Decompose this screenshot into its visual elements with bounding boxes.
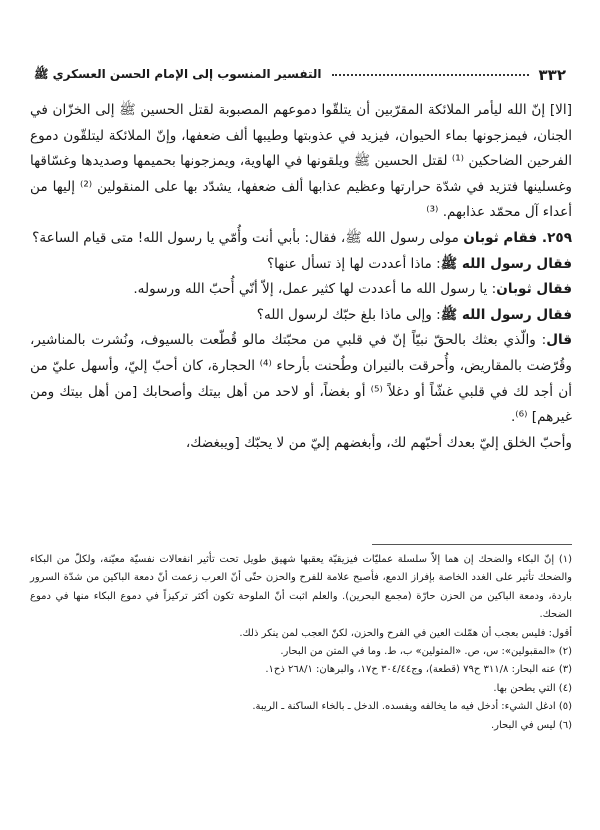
speaker-label: قال — [546, 332, 572, 349]
paragraph-intro: [الا] إنّ الله ليأمر الملائكة المقرّبين أن يتلقّوا دموعهم المصبوبة لقتل الحسين ﷺ إلى الخزّان في الجنان، فيمزجونها بماء الحيوان، فيزيد في عذوبتها وطيبها ألف ضعفها، وإنّ الملائكة ليتلقّون دموع الفرحين الضاحكين ⁽¹⁾ لقتل الحسين ﷺ ويلقونها في الهاوية، ويمزجونها بحميمها وصديدها وغسّاقها وغسلينها فتزيد في شدّة حرارتها وعظيم عذابها ألف ضعفها، يشدّد بها على المنقولين ⁽²⁾ إليها من أعداء آل محمّد عذابهم. ⁽³⁾ — [30, 102, 572, 221]
footnote-3: (٣) عنه البحار: ٣١١/٨ ح٧٩ (قطعة)، وج٣٠٤/٤٤ ح١٧، والبرهان: ٢٦٨/١ ذح١. — [265, 664, 572, 676]
paragraph-answer-1 — [30, 252, 572, 278]
speaker-label: فقال ثوبان — [496, 281, 572, 298]
running-title: التفسير المنسوب إلى الإمام الحسن العسكري ﷺ — [34, 66, 322, 81]
speech-text: : ماذا أعددت لها إذ تسأل عنها؟ — [266, 255, 441, 272]
speaker-label: ٢٥٩. فقام ثوبان — [463, 229, 572, 246]
footnote-6: (٦) ليس في البحار. — [491, 719, 572, 731]
footnote-1: (١) إنّ البكاء والضحك إن هما إلاّ سلسلة عمليّات فيزيقيّة يعقبها شهيق طويل تحت تأثير انفعالات نفسيّة معيّنة، ولكلّ من البكاء والضحك تأثير على الغدد الخاصة بإفراز الدمع، فأصبح علامة للفرح والحزن حتّى أنّ العرب زعمت أنّ دمعة الباكين من شدّة السرور باردة، ودمعة الباكين من الحزن حارّة (مجمع البحرين). والعلم اثبت أنّ الملوحة تكون أكثر تركيزاً في دموع البكاء منها في دموع الضحك. — [30, 554, 572, 621]
paragraph-continuation: وأحبّ الخلق إليّ بعدك أحبّهم لك، وأبغضهم إليّ من لا يحبّك [ويبغضك، — [185, 434, 572, 451]
footnote-4: (٤) التي يطحن بها. — [493, 682, 572, 694]
speaker-label: فقال رسول الله ﷺ — [440, 306, 572, 323]
speaker-label: فقال رسول الله ﷺ — [440, 255, 572, 272]
page-number: ٣٣٢ — [538, 66, 566, 84]
footnote-5: (٥) ادغل الشيء: أدخل فيه ما يخالفه ويفسده. الدخل ـ بالخاء الساكنة ـ الريبة. — [252, 701, 572, 713]
footnote-1-remark: أقول: فليس بعجب أن همّلت العين في الفرح والحزن، لكنّ العجب لمن ينكر ذلك. — [239, 627, 572, 639]
paragraph-answer-2 — [30, 303, 572, 329]
footnotes — [30, 551, 572, 735]
speech-text: : والّذي بعثك بالحقّ نبيّاً إنّ في قلبي من محبّتك مالو قُطّعت بالسيوف، ونُشرت بالمناشير، وقُرّضت بالمقاريض، وأُحرقت بالنيران وطُحنت بأرحاء ⁽⁴⁾ الحجارة، كان أحبّ إليّ، وأسهل عليّ من أن أجد لك في قلبي غشّاً أو دغلاً ⁽⁵⁾ أو بغضاً، أو لاحد من أهل بيتك وأصحابك [من أهل بيتك ومن غيرهم] ⁽⁶⁾. — [30, 332, 572, 426]
speech-text: مولى رسول الله ﷺ، فقال: بأبي أنت وأُمّي يا رسول الله! متى قيام الساعة؟ — [32, 229, 464, 246]
paragraph-question-2 — [30, 277, 572, 303]
paragraph-question-1 — [30, 226, 572, 252]
speech-text: : يا رسول الله ما أعددت لها كثير عمل، إلاّ أنّي أُحبّ الله ورسوله. — [133, 281, 497, 298]
speech-text: : وإلى ماذا بلغ حبّك لرسول الله؟ — [256, 306, 441, 323]
paragraph-question-3 — [30, 328, 572, 430]
page-header — [34, 64, 566, 86]
main-text — [30, 98, 572, 456]
header-dotted-rule — [332, 74, 529, 76]
footnote-2: (٢) «المقبولين»: س، ص. «المتولين» ب، ط. وما في المتن من البحار. — [280, 646, 572, 658]
footnote-separator — [372, 544, 572, 545]
